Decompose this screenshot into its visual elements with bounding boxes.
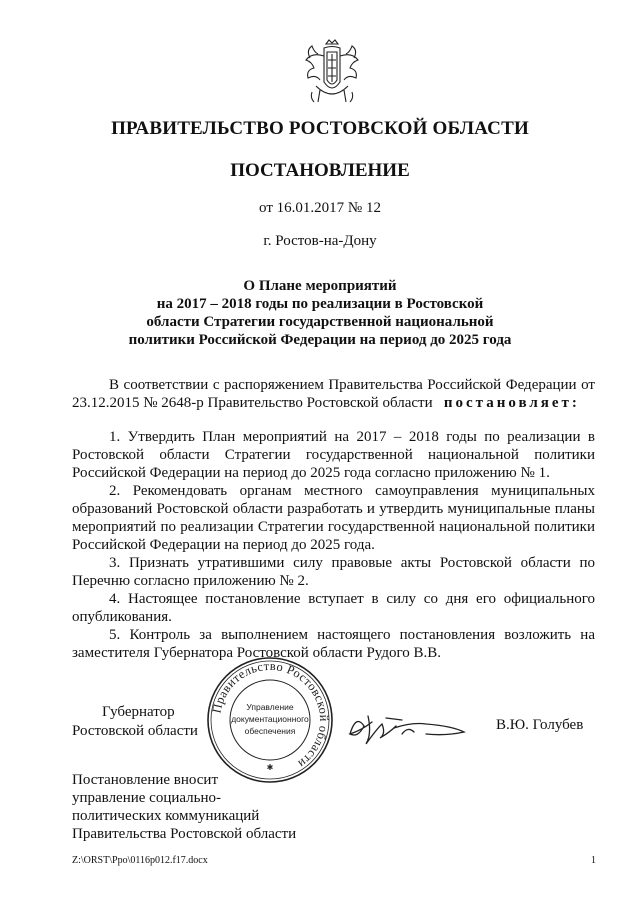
stamp-ring-text: Правительство Ростовской области [209, 658, 332, 772]
preamble-text: В соответствии с распоряжением Правительства Российской Федерации от 23.12.2015 № 2648-р Правительство Ростовской области [72, 377, 595, 411]
subject-line: политики Российской Федерации на период до 2025 года [128, 332, 512, 348]
submitter-note-line: Постановление вносит [72, 772, 219, 788]
stamp-center-line: обеспечения [244, 726, 296, 736]
document-place: г. Ростов-на-Дону [263, 233, 377, 249]
official-stamp [206, 656, 334, 784]
signatory-title-line: Ростовской области [72, 723, 198, 739]
signatory-title [72, 703, 198, 741]
submitter-note [72, 771, 296, 843]
file-path: Z:\ORST\Ppo\0116p012.f17.docx [72, 855, 208, 866]
document-subject [100, 277, 540, 349]
decree-item: 2. Рекомендовать органам местного самоуправления муниципальных образований Ростовской области разработать и утвердить муниципальные планы мероприятий по реализации Стратегии государственной национальной политики Российской Федерации на период до 2025 года. [72, 483, 595, 553]
preamble [72, 376, 595, 412]
document-type: ПОСТАНОВЛЕНИЕ [230, 160, 410, 181]
subject-line: на 2017 – 2018 годы по реализации в Ростовской [156, 296, 484, 312]
signatory-title-line: Губернатор [102, 704, 175, 720]
subject-line: О Плане мероприятий [243, 278, 397, 294]
decree-item: 3. Признать утратившими силу правовые акты Ростовской области по Перечню согласно приложению № 2. [72, 555, 595, 589]
decree-word: постановляет: [443, 395, 580, 411]
decree-item: 1. Утвердить План мероприятий на 2017 – 2018 годы по реализации в Ростовской области Стратегии государственной национальной политики Российской Федерации на период до 2025 года согласно приложению № 1. [72, 429, 595, 481]
submitter-note-line: управление социально- [72, 790, 222, 806]
submitter-note-line: политических коммуникаций [72, 808, 260, 824]
government-title: ПРАВИТЕЛЬСТВО РОСТОВСКОЙ ОБЛАСТИ [111, 118, 529, 139]
signatory-name: В.Ю. Голубев [496, 717, 584, 733]
page-number: 1 [591, 855, 596, 866]
coat-of-arms-icon [296, 36, 368, 108]
decree-item: 4. Настоящее постановление вступает в силу со дня его официального опубликования. [72, 591, 595, 625]
stamp-center-line: Управление [246, 702, 294, 712]
stamp-center-line: документационного [231, 714, 309, 724]
decree-items [72, 428, 595, 662]
decree-item: 5. Контроль за выполнением настоящего постановления возложить на заместителя Губернатора Ростовской области Рудого В.В. [72, 627, 595, 661]
subject-line: области Стратегии государственной национальной [146, 314, 494, 330]
preamble-paragraph [72, 376, 595, 412]
document-date-number: от 16.01.2017 № 12 [259, 200, 381, 216]
stamp-star-icon: ✱ [266, 763, 274, 772]
submitter-note-line: Правительства Ростовской области [72, 826, 297, 842]
handwritten-signature [342, 704, 472, 752]
